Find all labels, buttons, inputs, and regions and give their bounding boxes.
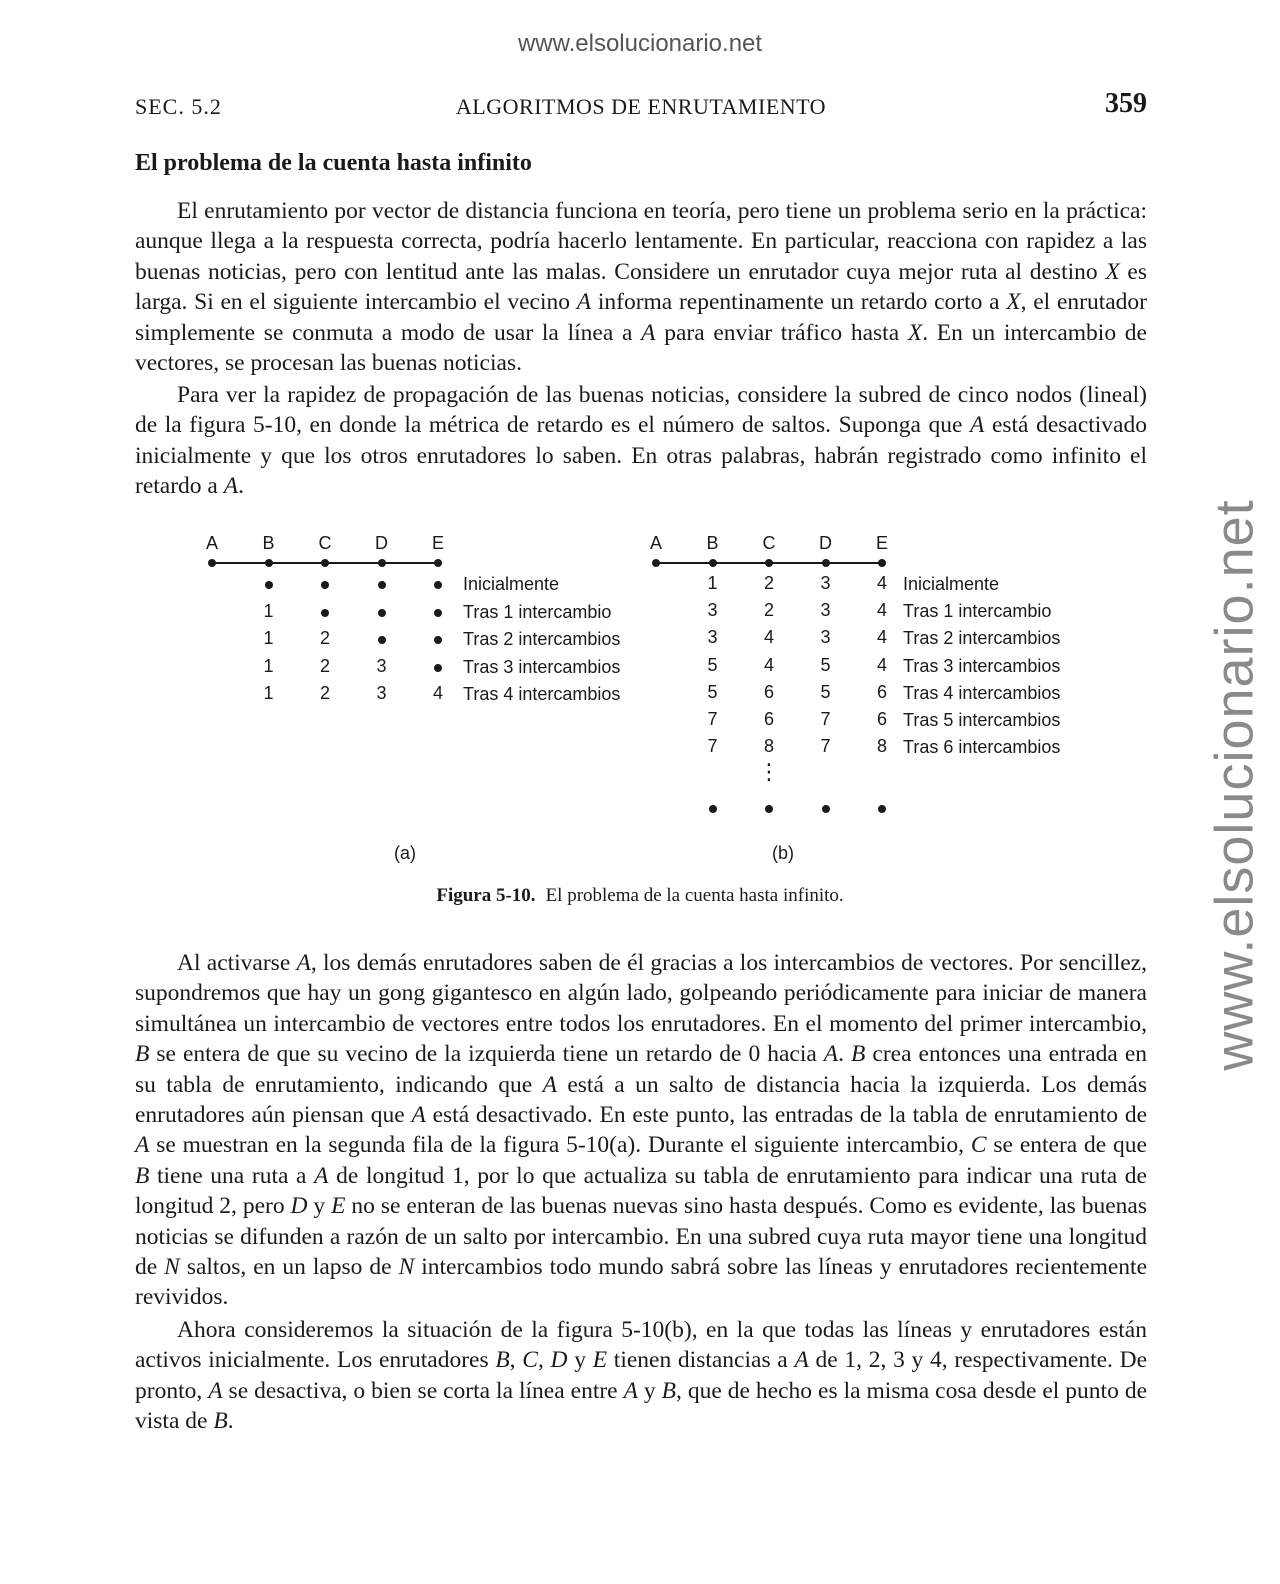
running-head-title: ALGORITMOS DE ENRUTAMIENTO xyxy=(455,94,827,119)
fig-a-row-2-label: Tras 2 intercambios xyxy=(463,629,621,649)
fig-b-row-4-cell-1: 6 xyxy=(763,681,774,702)
fig-b-row-2-label: Tras 2 intercambios xyxy=(903,628,1061,649)
fig-a-node-dot-d xyxy=(378,559,386,567)
figure-5-10 xyxy=(180,525,1100,870)
fig-a-row-3-cell-0: 1 xyxy=(263,655,274,676)
section-title: El problema de la cuenta hasta infinito xyxy=(135,150,532,176)
fig-b-row-6-label: Tras 6 intercambios xyxy=(903,737,1061,758)
fig-a-row-2-cell-0: 1 xyxy=(263,628,274,648)
fig-b-row-6-cell-3: 8 xyxy=(876,736,887,757)
fig-a-node-dot-e xyxy=(434,559,442,567)
fig-a-row-1-label: Tras 1 intercambio xyxy=(463,601,612,622)
caption-number: Figura 5-10. xyxy=(436,885,536,906)
fig-a-node-label-d: D xyxy=(375,533,388,553)
fig-b-node-label-b: B xyxy=(706,533,719,553)
fig-a-row-4-cell-3: 4 xyxy=(432,683,443,703)
running-head xyxy=(135,88,1147,128)
fig-a-node-dot-b xyxy=(265,559,273,567)
fig-a-row-1-cell-3-dot xyxy=(434,609,442,617)
fig-a-node-dot-c xyxy=(321,559,329,567)
fig-b-row-6-cell-0: 7 xyxy=(707,736,718,757)
fig-a-row-1-cell-0: 1 xyxy=(263,600,274,621)
fig-a-row-4-cell-0: 1 xyxy=(263,683,274,703)
fig-a-row-0-label: Inicialmente xyxy=(463,574,560,594)
fig-b-row-3-cell-0: 5 xyxy=(707,654,718,675)
fig-a-node-dot-a xyxy=(208,559,216,567)
page-number: 359 xyxy=(1105,88,1147,119)
fig-b-row-3-label: Tras 3 intercambios xyxy=(903,655,1061,676)
fig-a-row-0-cell-3-dot xyxy=(434,581,442,589)
fig-b-final-dot-1 xyxy=(765,805,773,813)
fig-b-row-1-cell-2: 3 xyxy=(820,600,831,621)
fig-b-row-4-cell-0: 5 xyxy=(707,681,718,702)
fig-b-row-5-cell-0: 7 xyxy=(707,709,718,729)
fig-b-node-dot-d xyxy=(822,559,830,567)
fig-a-row-0-cell-2-dot xyxy=(378,581,386,589)
fig-b-node-dot-a xyxy=(652,559,660,567)
fig-b-node-label-e: E xyxy=(875,533,888,553)
fig-a-panel-label: (a) xyxy=(394,843,416,863)
fig-b-node-dot-e xyxy=(878,559,886,567)
fig-b-row-3-cell-1: 4 xyxy=(763,654,774,675)
fig-a-row-3-cell-3-dot xyxy=(434,664,442,672)
fig-a-row-0-cell-0-dot xyxy=(265,581,273,589)
fig-b-row-0-cell-0: 1 xyxy=(707,573,718,593)
fig-b-node-label-d: D xyxy=(819,533,832,553)
paragraph-3: Al activarse A, los demás enrutadores saben de él gracias a los intercambios de vectores. Por sencillez, supondremos que hay un gong gigantesco en algún lado, golpeando periódicamente para iniciar de manera simultánea un intercambio de vectores entre todos los enrutadores. En el momento del primer intercambio, B se entera de que su vecino de la izquierda tiene un retardo de 0 hacia A. B crea entonces una entrada en su tabla de enrutamiento, indicando que A está a un salto de distancia hacia la izquierda. Los demás enrutadores aún piensan que A está desactivado. En este punto, las entradas de la tabla de enrutamiento de A se muestran en la segunda fila de la figura 5-10(a). Durante el siguiente intercambio, C se entera de que B tiene una ruta a A de longitud 1, por lo que actualiza su tabla de enrutamiento para indicar una ruta de longitud 2, pero D y E no se enteran de las buenas nuevas sino hasta después. Como es evidente, las buenas noticias se difunden a razón de un salto por intercambio. En una subred cuya ruta mayor tiene una longitud de N saltos, en un lapso de N intercambios todo mundo sabrá sobre las líneas y enrutadores recientemente revividos. xyxy=(135,950,1148,1311)
running-head-section: SEC. 5.2 xyxy=(135,94,222,119)
fig-b-node-dot-b xyxy=(709,559,717,567)
watermark-top: www.elsolucionario.net xyxy=(517,30,763,57)
fig-b-row-4-cell-3: 6 xyxy=(876,681,887,702)
fig-a-row-3-cell-1: 2 xyxy=(319,655,330,676)
fig-b-row-5-cell-2: 7 xyxy=(820,709,831,729)
fig-a-row-4-label: Tras 4 intercambios xyxy=(463,684,621,704)
fig-b-row-2-cell-2: 3 xyxy=(820,627,831,648)
fig-b-row-1-cell-3: 4 xyxy=(876,600,887,621)
fig-b-row-6-cell-2: 7 xyxy=(820,736,831,757)
fig-a-node-label-e: E xyxy=(431,533,444,553)
fig-a-row-3-cell-2: 3 xyxy=(376,655,387,676)
fig-a-row-4-cell-2: 3 xyxy=(376,683,387,703)
fig-a-row-0-cell-1-dot xyxy=(321,581,329,589)
figure-caption xyxy=(0,885,1280,907)
fig-a-row-2-cell-2-dot xyxy=(378,636,386,644)
fig-b-row-0-label: Inicialmente xyxy=(903,574,1000,594)
fig-b-row-2-cell-0: 3 xyxy=(707,627,718,648)
fig-b-row-5-label: Tras 5 intercambios xyxy=(903,710,1061,730)
fig-b-row-6-cell-1: 8 xyxy=(763,736,774,757)
fig-a-row-4-cell-1: 2 xyxy=(319,683,330,703)
paragraph-1: El enrutamiento por vector de distancia funciona en teoría, pero tiene un problema serio en la práctica: aunque llega a la respuesta correcta, podría hacerlo lentamente. En particular, reacciona con rapidez a las buenas noticias, pero con lentitud ante las malas. Considere un enrutador cuya mejor ruta al destino X es larga. Si en el siguiente intercambio el vecino A informa repentinamente un retardo corto a X, el enrutador simplemente se conmuta a modo de usar la línea a A para enviar tráfico hasta X. En un intercambio de vectores, se procesan las buenas noticias. xyxy=(135,198,1148,377)
fig-b-row-4-label: Tras 4 intercambios xyxy=(903,682,1061,703)
fig-b-row-3-cell-3: 4 xyxy=(876,654,887,675)
fig-b-row-1-cell-1: 2 xyxy=(763,600,774,621)
fig-b-final-dot-2 xyxy=(822,805,830,813)
paragraph-2: Para ver la rapidez de propagación de las buenas noticias, considere la subred de cinco nodos (lineal) de la figura 5-10, en donde la métrica de retardo es el número de saltos. Suponga que A está desactivado inicialmente y que los otros enrutadores lo saben. En otras palabras, habrán registrado como infinito el retardo a A. xyxy=(135,382,1147,500)
fig-b-row-3-cell-2: 5 xyxy=(820,654,831,675)
fig-a-row-1-cell-2-dot xyxy=(378,609,386,617)
fig-b-node-label-a: A xyxy=(649,533,662,553)
watermark-side xyxy=(1180,499,1280,1071)
fig-b-row-0-cell-3: 4 xyxy=(876,573,887,593)
fig-a-node-label-b: B xyxy=(262,533,275,553)
fig-b-node-dot-c xyxy=(765,559,773,567)
fig-b-final-dot-0 xyxy=(709,805,717,813)
fig-a-node-label-a: A xyxy=(205,533,218,553)
fig-b-row-4-cell-2: 5 xyxy=(820,681,831,702)
fig-b-row-2-cell-3: 4 xyxy=(876,627,887,648)
fig-b-row-0-cell-2: 3 xyxy=(820,573,831,593)
fig-a-row-2-cell-3-dot xyxy=(434,636,442,644)
fig-b-panel-label: (b) xyxy=(772,843,794,863)
paragraph-4: Ahora consideremos la situación de la figura 5-10(b), en la que todas las líneas y enrutadores están activos inicialmente. Los enrutadores B, C, D y E tienen distancias a A de 1, 2, 3 y 4, respectivamente. De pronto, A se desactiva, o bien se corta la línea entre A y B, que de hecho es la misma cosa desde el punto de vista de B. xyxy=(135,1317,1148,1435)
fig-b-row-5-cell-3: 6 xyxy=(876,709,887,729)
caption-text: El problema de la cuenta hasta infinito. xyxy=(545,885,844,906)
fig-b-row-1-cell-0: 3 xyxy=(707,600,718,621)
watermark-side-text: www.elsolucionario.net xyxy=(1205,499,1265,1071)
fig-b-ellipsis: ⋮ xyxy=(758,759,780,785)
fig-b-row-5-cell-1: 6 xyxy=(763,709,774,729)
fig-a-node-label-c: C xyxy=(318,533,332,553)
fig-a-row-2-cell-1: 2 xyxy=(319,628,330,648)
fig-b-row-1-label: Tras 1 intercambio xyxy=(903,601,1052,622)
fig-a-row-1-cell-1-dot xyxy=(321,609,329,617)
fig-b-row-2-cell-1: 4 xyxy=(763,627,774,648)
fig-b-node-label-c: C xyxy=(762,533,776,553)
fig-b-row-0-cell-1: 2 xyxy=(763,573,774,593)
fig-a-row-3-label: Tras 3 intercambios xyxy=(463,656,621,677)
fig-b-final-dot-3 xyxy=(878,805,886,813)
